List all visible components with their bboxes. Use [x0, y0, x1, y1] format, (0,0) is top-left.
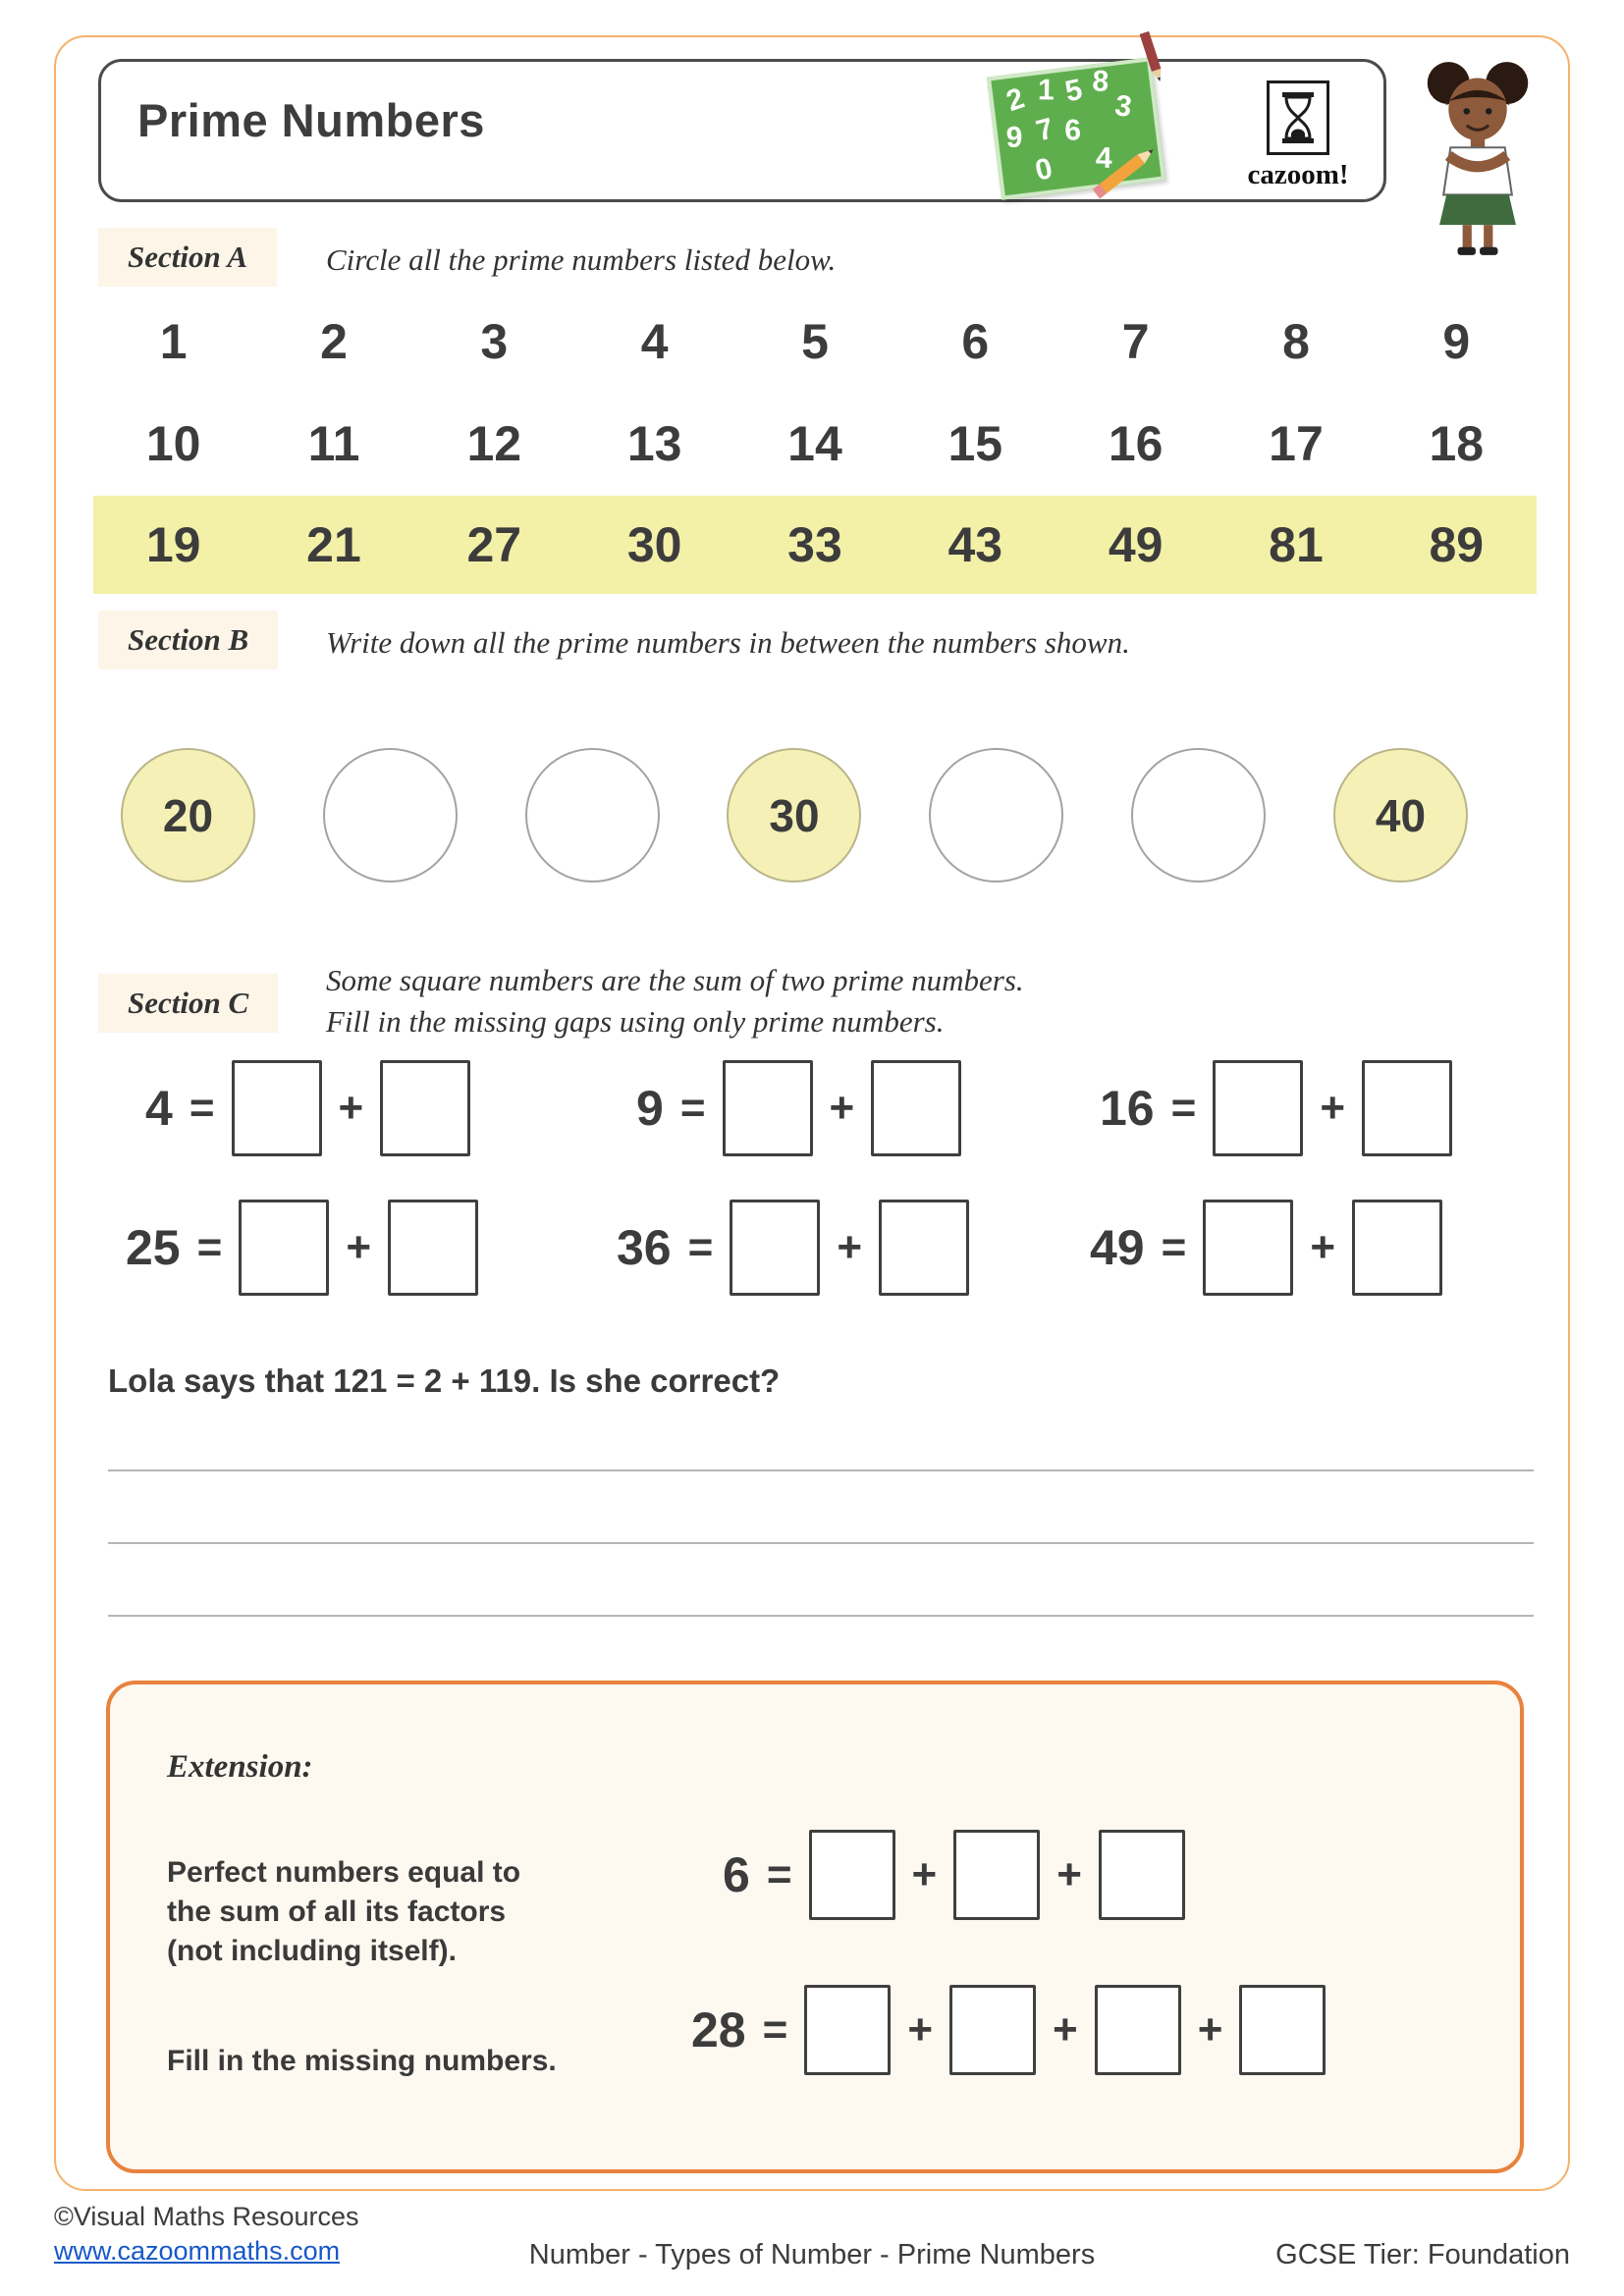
answer-box[interactable]	[232, 1060, 322, 1156]
chalkboard-number: 4	[1095, 141, 1112, 175]
answer-circle[interactable]	[1131, 748, 1266, 882]
equals-sign: =	[1170, 1084, 1197, 1132]
grid-number[interactable]: 1	[159, 314, 188, 369]
grid-number[interactable]: 89	[1429, 517, 1485, 572]
equation-lhs: 6	[723, 1847, 750, 1902]
answer-circle[interactable]	[929, 748, 1063, 882]
answer-box[interactable]	[804, 1985, 891, 2075]
equals-sign: =	[196, 1223, 223, 1271]
footer-tier: GCSE Tier: Foundation	[1275, 2239, 1570, 2270]
plus-sign: +	[338, 1084, 364, 1132]
grid-number[interactable]: 27	[466, 517, 522, 572]
grid-number[interactable]: 7	[1121, 314, 1150, 369]
extension-text	[167, 1853, 520, 1971]
grid-number[interactable]: 12	[466, 416, 522, 471]
section-c-instruction-line2: Fill in the missing gaps using only prime numbers.	[326, 1004, 945, 1039]
extension-box	[106, 1681, 1524, 2173]
extension-text-line: the sum of all its factors	[167, 1896, 507, 1928]
answer-box[interactable]	[1099, 1830, 1185, 1920]
equation	[617, 1200, 969, 1296]
equation-lhs: 36	[617, 1220, 672, 1275]
equation	[126, 1200, 478, 1296]
equation-lhs: 49	[1090, 1220, 1145, 1275]
chalkboard-number: 1	[1037, 74, 1056, 107]
plus-sign: +	[907, 2005, 934, 2054]
answer-line[interactable]	[108, 1469, 1534, 1471]
equation-lhs: 4	[145, 1081, 173, 1136]
answer-box[interactable]	[380, 1060, 470, 1156]
grid-number[interactable]: 30	[626, 517, 682, 572]
hourglass-icon	[1267, 80, 1329, 155]
chalkboard-illustration	[984, 57, 1180, 204]
grid-number[interactable]: 43	[947, 517, 1003, 572]
answer-line[interactable]	[108, 1615, 1534, 1617]
section-c-label: Section C	[98, 974, 278, 1033]
answer-box[interactable]	[1213, 1060, 1303, 1156]
equation-lhs: 9	[636, 1081, 664, 1136]
section-c-instruction-line1: Some square numbers are the sum of two prime numbers.	[326, 963, 1024, 997]
number-grid-row	[93, 408, 1537, 479]
answer-box[interactable]	[1352, 1200, 1442, 1296]
equation	[145, 1060, 470, 1156]
grid-number[interactable]: 13	[626, 416, 682, 471]
grid-number[interactable]: 18	[1429, 416, 1485, 471]
number-grid-row-highlighted	[93, 496, 1537, 594]
extension-text-line: Perfect numbers equal to	[167, 1856, 521, 1889]
grid-number[interactable]: 14	[787, 416, 842, 471]
equals-sign: =	[189, 1084, 215, 1132]
logo-text: cazoom!	[1247, 159, 1349, 190]
grid-number[interactable]: 17	[1269, 416, 1324, 471]
plus-sign: +	[1197, 2005, 1223, 2054]
footer-copyright: ©Visual Maths Resources	[54, 2202, 359, 2231]
cazoom-logo	[1239, 80, 1357, 191]
section-b-instruction: Write down all the prime numbers in between the numbers shown.	[326, 625, 1130, 660]
grid-number[interactable]: 15	[947, 416, 1003, 471]
equation	[723, 1830, 1185, 1920]
answer-box[interactable]	[953, 1830, 1040, 1920]
grid-number[interactable]: 11	[307, 416, 360, 471]
answer-line[interactable]	[108, 1542, 1534, 1544]
equation-lhs: 28	[691, 2002, 746, 2057]
equation-lhs: 16	[1100, 1081, 1155, 1136]
equals-sign: =	[679, 1084, 706, 1132]
plus-sign: +	[1310, 1223, 1336, 1271]
grid-number[interactable]: 33	[787, 517, 842, 572]
footer-website-link[interactable]: www.cazoommaths.com	[54, 2236, 341, 2266]
grid-number[interactable]: 9	[1442, 314, 1471, 369]
equation-lhs: 25	[126, 1220, 181, 1275]
answer-box[interactable]	[949, 1985, 1036, 2075]
equals-sign: =	[762, 2005, 788, 2054]
chalkboard	[987, 57, 1165, 200]
grid-number[interactable]: 49	[1108, 517, 1164, 572]
grid-number[interactable]: 4	[640, 314, 669, 369]
answer-box[interactable]	[388, 1200, 478, 1296]
grid-number[interactable]: 10	[145, 416, 201, 471]
circle-value: 40	[1375, 789, 1427, 841]
equation	[691, 1985, 1326, 2075]
number-grid-row	[93, 306, 1537, 377]
answer-box[interactable]	[1095, 1985, 1181, 2075]
answer-box[interactable]	[730, 1200, 820, 1296]
answer-circle[interactable]	[525, 748, 660, 882]
chalkboard-number: 9	[1005, 121, 1023, 154]
footer-breadcrumb: Number - Types of Number - Prime Numbers	[528, 2239, 1096, 2270]
answer-box[interactable]	[809, 1830, 895, 1920]
extension-text-line: (not including itself).	[167, 1935, 457, 1967]
answer-box[interactable]	[871, 1060, 961, 1156]
extension-label: Extension:	[167, 1749, 313, 1785]
grid-number[interactable]: 16	[1108, 416, 1164, 471]
number-circle[interactable]	[1333, 748, 1468, 882]
circle-value: 30	[769, 789, 820, 841]
mascot-girl-illustration	[1404, 57, 1551, 258]
plus-sign: +	[837, 1223, 863, 1271]
chalkboard-number: 8	[1091, 65, 1110, 99]
answer-box[interactable]	[879, 1200, 969, 1296]
answer-box[interactable]	[723, 1060, 813, 1156]
answer-circle[interactable]	[323, 748, 458, 882]
grid-number[interactable]: 19	[145, 517, 201, 572]
plus-sign: +	[829, 1084, 855, 1132]
equation	[1100, 1060, 1452, 1156]
extension-fill-instruction: Fill in the missing numbers.	[167, 2045, 557, 2077]
section-a-instruction: Circle all the prime numbers listed below.	[326, 242, 837, 277]
grid-number[interactable]: 21	[306, 517, 361, 572]
answer-box[interactable]	[1239, 1985, 1326, 2075]
chalkboard-number: 7	[1032, 112, 1057, 148]
section-a-label: Section A	[98, 228, 277, 287]
grid-number[interactable]: 2	[320, 314, 348, 369]
section-b-label: Section B	[98, 611, 278, 669]
circle-value: 20	[162, 789, 214, 841]
grid-number[interactable]: 81	[1269, 517, 1324, 572]
chalkboard-number: 0	[1032, 151, 1056, 187]
equation	[1090, 1200, 1442, 1296]
number-circle[interactable]	[121, 748, 255, 882]
chalkboard-number: 6	[1063, 114, 1082, 147]
equals-sign: =	[1161, 1223, 1187, 1271]
equation	[636, 1060, 961, 1156]
answer-box[interactable]	[1362, 1060, 1452, 1156]
page-title: Prime Numbers	[137, 94, 485, 146]
plus-sign: +	[346, 1223, 372, 1271]
chalkboard-number: 5	[1061, 73, 1086, 109]
chalkboard-number: 3	[1112, 88, 1134, 124]
plus-sign: +	[1320, 1084, 1346, 1132]
grid-number[interactable]: 6	[961, 314, 990, 369]
equals-sign: =	[766, 1850, 792, 1898]
answer-box[interactable]	[239, 1200, 329, 1296]
plus-sign: +	[1056, 1850, 1082, 1898]
plus-sign: +	[1053, 2005, 1078, 2054]
grid-number[interactable]: 8	[1282, 314, 1310, 369]
grid-number[interactable]: 5	[801, 314, 829, 369]
prime-circles-row	[121, 748, 1468, 882]
section-c-instruction	[326, 960, 1024, 1042]
grid-number[interactable]: 3	[480, 314, 509, 369]
lola-question: Lola says that 121 = 2 + 119. Is she correct?	[108, 1362, 781, 1399]
answer-box[interactable]	[1203, 1200, 1293, 1296]
number-circle[interactable]	[727, 748, 861, 882]
plus-sign: +	[911, 1850, 938, 1898]
equals-sign: =	[687, 1223, 714, 1271]
chalkboard-number: 2	[1001, 81, 1029, 119]
